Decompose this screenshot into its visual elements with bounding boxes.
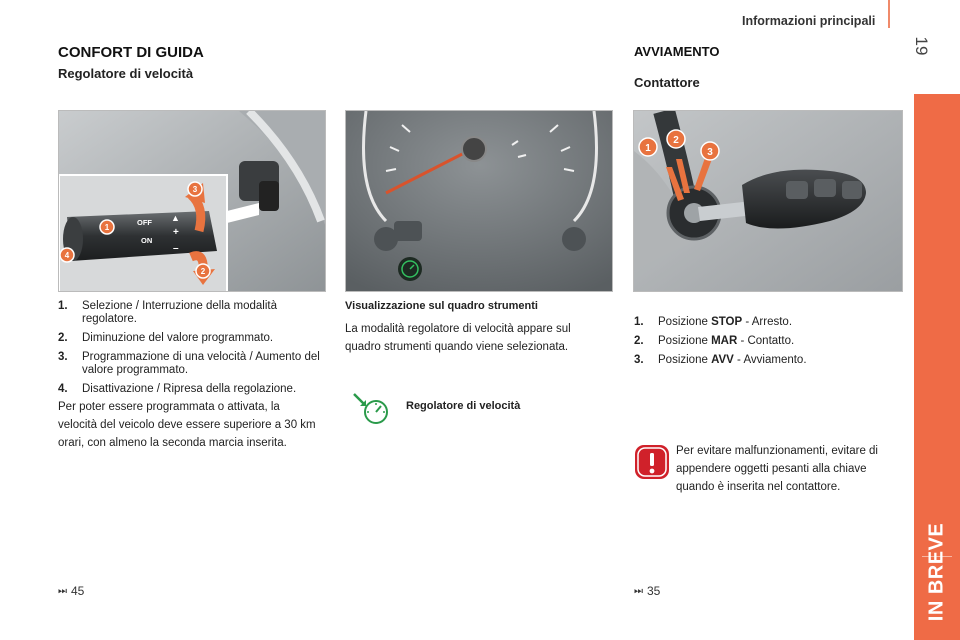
svg-text:–: – xyxy=(173,243,179,254)
callout-2: 2 xyxy=(200,267,206,276)
warning-text: Per evitare malfunzionamenti, evitare di appendere oggetti pesanti alla chiave quando è inserita nel contattore. xyxy=(676,445,878,493)
section-title-comfort: CONFORT DI GUIDA xyxy=(58,44,204,61)
cluster-display-text: La modalità regolatore di velocità appare sul quadro strumenti quando viene selezionata. xyxy=(345,323,571,353)
subsection-title-ignition: Contattore xyxy=(634,75,700,90)
subsection-title-cruise: Regolatore di velocità xyxy=(58,66,194,81)
double-arrow-right-icon: ⏭ xyxy=(634,585,643,597)
page-reference-right[interactable]: ⏭ 35 xyxy=(634,584,661,598)
cruise-indicator-label: Regolatore di velocità xyxy=(406,400,521,412)
svg-text:▲: ▲ xyxy=(171,213,180,223)
list-item: 2. Posizione MAR - Contatto. xyxy=(634,335,795,347)
page-reference-left[interactable]: ⏭ 45 xyxy=(58,584,85,598)
list-item: 1. Posizione STOP - Arresto. xyxy=(634,316,793,328)
running-header: Informazioni principali xyxy=(742,14,876,28)
key-callout-3: 3 xyxy=(707,147,713,158)
cruise-control-stalk-photo xyxy=(58,110,326,292)
header-divider xyxy=(888,0,890,28)
cruise-control-indicator-icon xyxy=(350,392,394,426)
callout-1: 1 xyxy=(104,223,110,232)
cruise-control-conditions-text: Per poter essere programmata o attivata, la velocità del veicolo deve essere superiore a 30 km orari, con almeno la seconda marcia inserita. xyxy=(58,401,316,449)
list-item: 3. Programmazione di una velocità / Aumento del valore programmato. xyxy=(58,351,320,376)
stalk-on-label: ON xyxy=(141,236,153,245)
list-item: 3. Posizione AVV - Avviamento. xyxy=(634,354,807,366)
double-arrow-right-icon: ⏭ xyxy=(58,585,67,597)
list-item: 1. Selezione / Interruzione della modalità regolatore. xyxy=(58,300,277,325)
section-title-starting: AVVIAMENTO xyxy=(634,44,720,59)
ignition-switch-photo xyxy=(633,110,903,292)
page-number: 19 xyxy=(912,36,931,56)
stalk-off-label: OFF xyxy=(137,218,152,227)
callout-3: 3 xyxy=(192,185,198,194)
cluster-display-subtitle: Visualizzazione sul quadro strumenti xyxy=(345,300,538,312)
svg-text:+: + xyxy=(173,227,179,238)
exclamation-icon xyxy=(634,444,670,480)
key-callout-2: 2 xyxy=(673,135,679,146)
ignition-positions-list xyxy=(634,316,894,373)
list-item: 2. Diminuzione del valore programmato. xyxy=(58,332,274,344)
key-callout-1: 1 xyxy=(645,143,651,154)
cruise-control-controls-list xyxy=(58,300,330,402)
instrument-cluster-photo xyxy=(345,110,613,292)
callout-4: 4 xyxy=(64,251,70,260)
chapter-tab-label: IN BREVE xyxy=(925,522,948,622)
chapter-tab xyxy=(914,94,960,640)
list-item: 4. Disattivazione / Ripresa della regolazione. xyxy=(58,383,297,395)
